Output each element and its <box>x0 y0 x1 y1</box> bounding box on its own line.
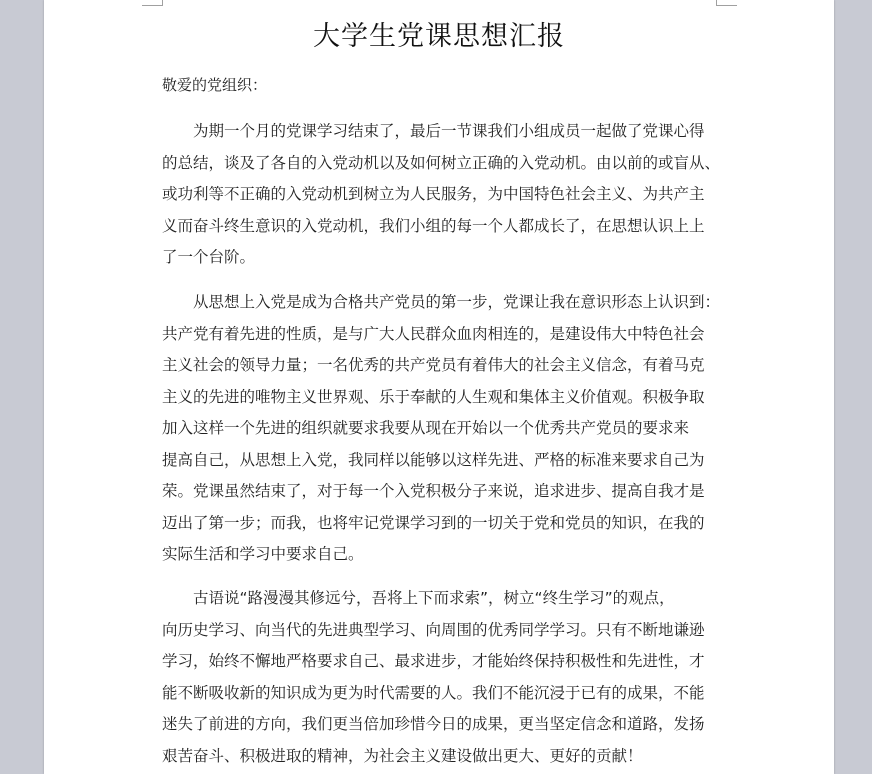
paragraph-line: 或功利等不正确的入党动机到树立为人民服务，为中国特色社会主义、为共产主 <box>162 185 705 203</box>
paragraph-line: 为期一个月的党课学习结束了，最后一节课我们小组成员一起做了党课心得 <box>193 122 705 140</box>
document-title: 大学生党课思想汇报 <box>313 21 565 52</box>
salutation: 敬爱的党组织： <box>162 76 268 94</box>
page-margin-corner-right <box>716 0 737 6</box>
paragraph-line: 迷失了前进的方向，我们更当倍加珍惜今日的成果，更当坚定信念和道路，发扬 <box>162 715 705 733</box>
paragraph-line: 艰苦奋斗、积极进取的精神，为社会主义建设做出更大、更好的贡献！ <box>162 746 643 765</box>
paragraph-line: 荣。党课虽然结束了，对于每一个入党积极分子来说，追求进步、提高自我才是 <box>162 482 705 500</box>
paragraph-1 <box>162 116 726 274</box>
page-margin-corner-left <box>142 0 163 6</box>
paragraph-line: 主义的先进的唯物主义世界观、乐于奉献的人生观和集体主义价值观。积极争取 <box>162 387 705 406</box>
paragraph-line: 义而奋斗终生意识的入党动机，我们小组的每一个人都成长了，在思想认识上上 <box>162 216 705 235</box>
paragraph-line: 的总结，谈及了各自的入党动机以及如何树立正确的入党动机。由以前的或盲从、 <box>162 153 721 172</box>
paragraph-line: 提高自己，从思想上入党，我同样以能够以这样先进、严格的标准来要求自己为 <box>162 450 705 469</box>
paragraph-line: 向历史学习、向当代的先进典型学习、向周围的优秀同学学习。只有不断地谦逊 <box>162 620 705 639</box>
paragraph-line: 从思想上入党是成为合格共产党员的第一步，党课让我在意识形态上认识到： <box>193 293 721 311</box>
paragraph-line: 加入这样一个先进的组织就要求我要从现在开始以一个优秀共产党员的要求来 <box>162 419 690 437</box>
paragraph-line: 能不断吸收新的知识成为更为时代需要的人。我们不能沉浸于已有的成果，不能 <box>162 683 705 702</box>
paragraph-line: 实际生活和学习中要求自己。 <box>162 545 364 563</box>
paragraph-line: 迈出了第一步；而我，也将牢记党课学习到的一切关于党和党员的知识，在我的 <box>162 513 705 532</box>
paragraph-line: 古语说“路漫漫其修远兮，吾将上下而求索”，树立“终生学习”的观点， <box>193 589 675 607</box>
paragraph-line: 学习，始终不懈地严格要求自己、最求进步，才能始终保持积极性和先进性，才 <box>162 652 705 670</box>
paragraph-line: 了一个台阶。 <box>162 248 256 266</box>
paragraph-2 <box>162 287 726 571</box>
paragraph-line: 共产党有着先进的性质，是与广大人民群众血肉相连的，是建设伟大中特色社会 <box>162 324 705 343</box>
paragraph-line: 主义社会的领导力量；一名优秀的共产党员有着伟大的社会主义信念，有着马克 <box>162 356 705 374</box>
document-page <box>44 0 834 774</box>
paragraph-3 <box>162 583 726 772</box>
